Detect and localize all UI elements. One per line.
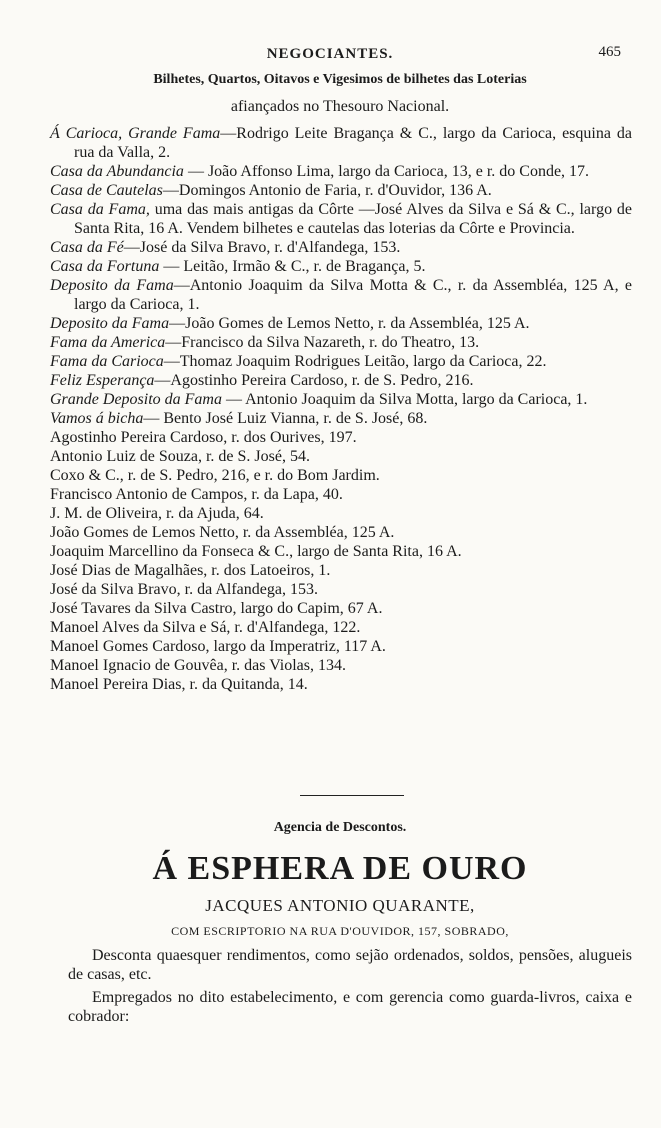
shop-name: Fama da America <box>50 334 166 351</box>
shop-detail: Rodrigo Leite Bragança & C., largo da Carioca, esquina da rua da Valla, 2. <box>74 125 632 161</box>
list-item <box>50 371 632 390</box>
shop-name: Casa da Fortuna <box>50 258 160 275</box>
shop-name: Fama da Carioca <box>50 353 164 370</box>
list-item <box>50 257 632 276</box>
staff-paragraph: Empregados no dito estabelecimento, e com gerencia como guarda-livros, caixa e cobrador: <box>68 989 632 1025</box>
separator: — <box>221 391 246 408</box>
shop-name: Casa da Abundancia <box>50 163 184 180</box>
shop-detail: Francisco da Silva Nazareth, r. do Theatro, 13. <box>181 334 480 351</box>
page-number: 465 <box>598 44 621 60</box>
list-item <box>50 200 632 238</box>
list-item <box>50 181 632 200</box>
merchant-item: Manoel Pereira Dias, r. da Quitanda, 14. <box>50 676 308 693</box>
section-heading: Bilhetes, Quartos, Oitavos e Vigesimos de bilhetes das Loterias <box>153 72 527 87</box>
separator: — <box>220 125 237 142</box>
page-header: NEGOCIANTES. <box>266 46 394 62</box>
shop-detail: Bento José Luiz Vianna, r. de S. José, 68. <box>163 410 428 427</box>
shop-detail: Antonio Joaquim da Silva Motta & C., r. da Assembléa, 125 A, e largo da Carioca, 1. <box>74 277 632 313</box>
proprietor-name: JACQUES ANTONIO QUARANTE, <box>205 896 475 915</box>
shop-name: Grande Deposito da Fama <box>50 391 222 408</box>
shop-name: Deposito da Fama <box>50 277 174 294</box>
shop-detail: uma das mais antigas da Côrte —José Alves da Silva e Sá & C., largo de Santa Rita, 16 A. Vendem bilhetes e cautelas das loterias da Côrte e Provincia. <box>74 201 632 237</box>
list-item <box>50 162 632 181</box>
business-title: Á ESPHERA DE OURO <box>152 850 528 887</box>
merchant-item: Antonio Luiz de Souza, r. de S. José, 54. <box>50 448 310 465</box>
list-item <box>50 276 632 314</box>
list-item <box>50 124 632 162</box>
description-paragraph: Desconta quaesquer rendimentos, como sejão ordenados, soldos, pensões, alugueis de casas, etc. <box>68 947 632 983</box>
shop-name: Casa de Cautelas <box>50 182 163 199</box>
merchant-item: J. M. de Oliveira, r. da Ajuda, 64. <box>50 505 264 522</box>
list-item <box>50 352 632 371</box>
shop-name: Feliz Esperança <box>50 372 155 389</box>
shop-name: Á Carioca, Grande Fama <box>50 125 221 142</box>
merchant-item: Manoel Alves da Silva e Sá, r. d'Alfandega, 122. <box>50 619 361 636</box>
office-address: COM ESCRIPTORIO NA RUA D'OUVIDOR, 157, SOBRADO, <box>171 924 509 938</box>
merchant-item: Joaquim Marcellino da Fonseca & C., largo de Santa Rita, 16 A. <box>50 543 462 560</box>
merchant-item: Manoel Ignacio de Gouvêa, r. das Violas, 134. <box>50 657 347 674</box>
list-item <box>50 314 632 333</box>
section-divider <box>300 795 404 796</box>
separator: — <box>154 372 171 389</box>
merchant-item: José Tavares da Silva Castro, largo do Capim, 67 A. <box>50 600 383 617</box>
shop-detail: João Affonso Lima, largo da Carioca, 13, e r. do Conde, 17. <box>207 163 590 180</box>
shop-name: Deposito da Fama <box>50 315 170 332</box>
shop-detail: Agostinho Pereira Cardoso, r. de S. Pedro, 216. <box>170 372 474 389</box>
shop-name: Casa da Fama, <box>50 201 150 218</box>
shop-detail: João Gomes de Lemos Netto, r. da Assembléa, 125 A. <box>185 315 530 332</box>
shop-detail: Antonio Joaquim da Silva Motta, largo da Carioca, 1. <box>245 391 588 408</box>
shop-name: Casa da Fé <box>50 239 124 256</box>
shop-detail: José da Silva Bravo, r. d'Alfandega, 153. <box>139 239 401 256</box>
merchant-item: Agostinho Pereira Cardoso, r. dos Ourives, 197. <box>50 429 357 446</box>
separator: — <box>169 315 186 332</box>
listing <box>50 124 632 694</box>
separator: — <box>165 334 182 351</box>
shop-detail: Thomaz Joaquim Rodrigues Leitão, largo da Carioca, 22. <box>179 353 547 370</box>
merchant-item: Francisco Antonio de Campos, r. da Lapa, 40. <box>50 486 343 503</box>
separator: — <box>159 258 184 275</box>
separator: — <box>173 277 190 294</box>
shop-detail: Leitão, Irmão & C., r. de Bragança, 5. <box>183 258 426 275</box>
merchant-item: João Gomes de Lemos Netto, r. da Assembléa, 125 A. <box>50 524 395 541</box>
list-item <box>50 409 632 428</box>
shop-detail: Domingos Antonio de Faria, r. d'Ouvidor, 136 A. <box>178 182 492 199</box>
separator: — <box>163 353 180 370</box>
merchant-item: Coxo & C., r. de S. Pedro, 216, e r. do Bom Jardim. <box>50 467 380 484</box>
shop-name: Vamos á bicha <box>50 410 144 427</box>
list-item <box>50 333 632 352</box>
merchant-item: José Dias de Magalhães, r. dos Latoeiros, 1. <box>50 562 331 579</box>
separator: — <box>183 163 208 180</box>
section-subheading: afiançados no Thesouro Nacional. <box>230 98 450 115</box>
merchant-item: José da Silva Bravo, r. da Alfandega, 153. <box>50 581 318 598</box>
separator: — <box>143 410 164 427</box>
merchant-item: Manoel Gomes Cardoso, largo da Imperatriz, 117 A. <box>50 638 386 655</box>
list-item <box>50 238 632 257</box>
separator: — <box>162 182 179 199</box>
agency-heading: Agencia de Descontos. <box>273 820 407 835</box>
list-item <box>50 390 632 409</box>
separator: — <box>123 239 140 256</box>
